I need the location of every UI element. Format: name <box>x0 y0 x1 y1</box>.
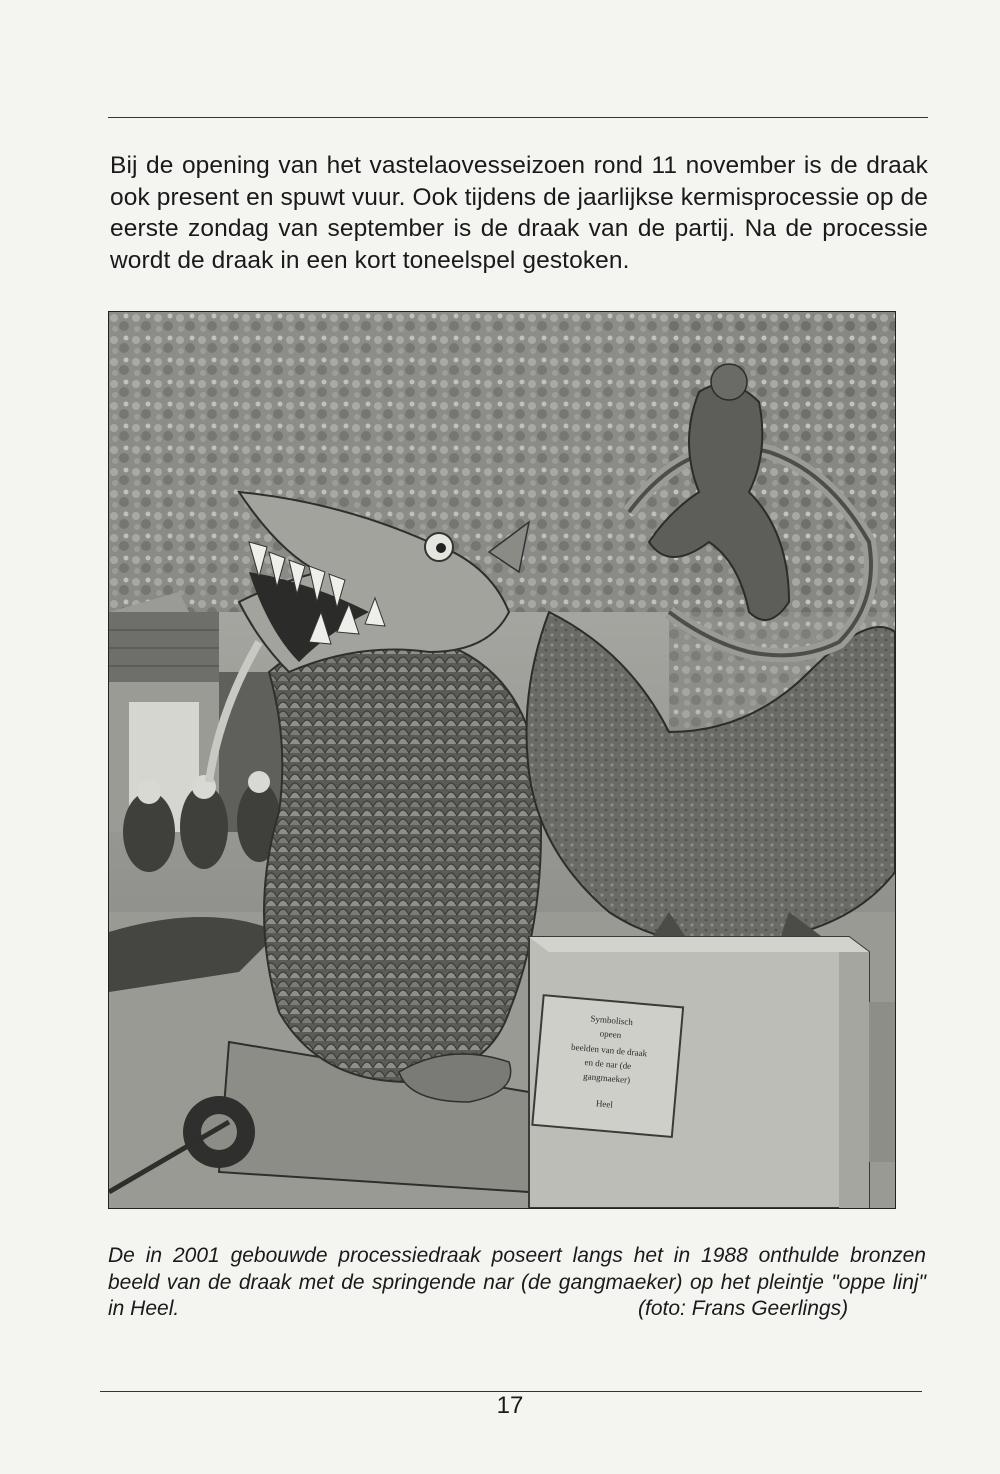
top-rule <box>108 117 928 118</box>
photo-caption <box>108 1243 926 1323</box>
plaque-line: Symbolisch <box>590 1013 634 1028</box>
body-paragraph: Bij de opening van het vastelaovesseizoen rond 11 november is de draak ook present en spuwt vuur. Ook tijdens de jaarlijkse kermisprocessie op de eerste zondag van september is de draak van de partij. Na de processie wordt de draak in een kort toneelspel gestoken. <box>110 152 928 274</box>
plaque-line: en de nar (de <box>584 1057 632 1072</box>
photo-credit: (foto: Frans Geerlings) <box>638 1297 849 1320</box>
page-number: 17 <box>496 1392 524 1419</box>
plaque-line: gangmaeker) <box>582 1070 631 1086</box>
plaque-line: Heel <box>595 1098 614 1110</box>
dragon-photo <box>108 311 896 1209</box>
plaque-line: opeen <box>599 1028 622 1041</box>
plaque-line: beelden van de draak <box>570 1041 648 1059</box>
caption-text: De in 2001 gebouwde processiedraak poseert langs het in 1988 onthulde bronzen beeld van de draak met de springende nar (de gangmaeker) op het pleintje "oppe linj" in Heel. <box>108 1244 926 1320</box>
